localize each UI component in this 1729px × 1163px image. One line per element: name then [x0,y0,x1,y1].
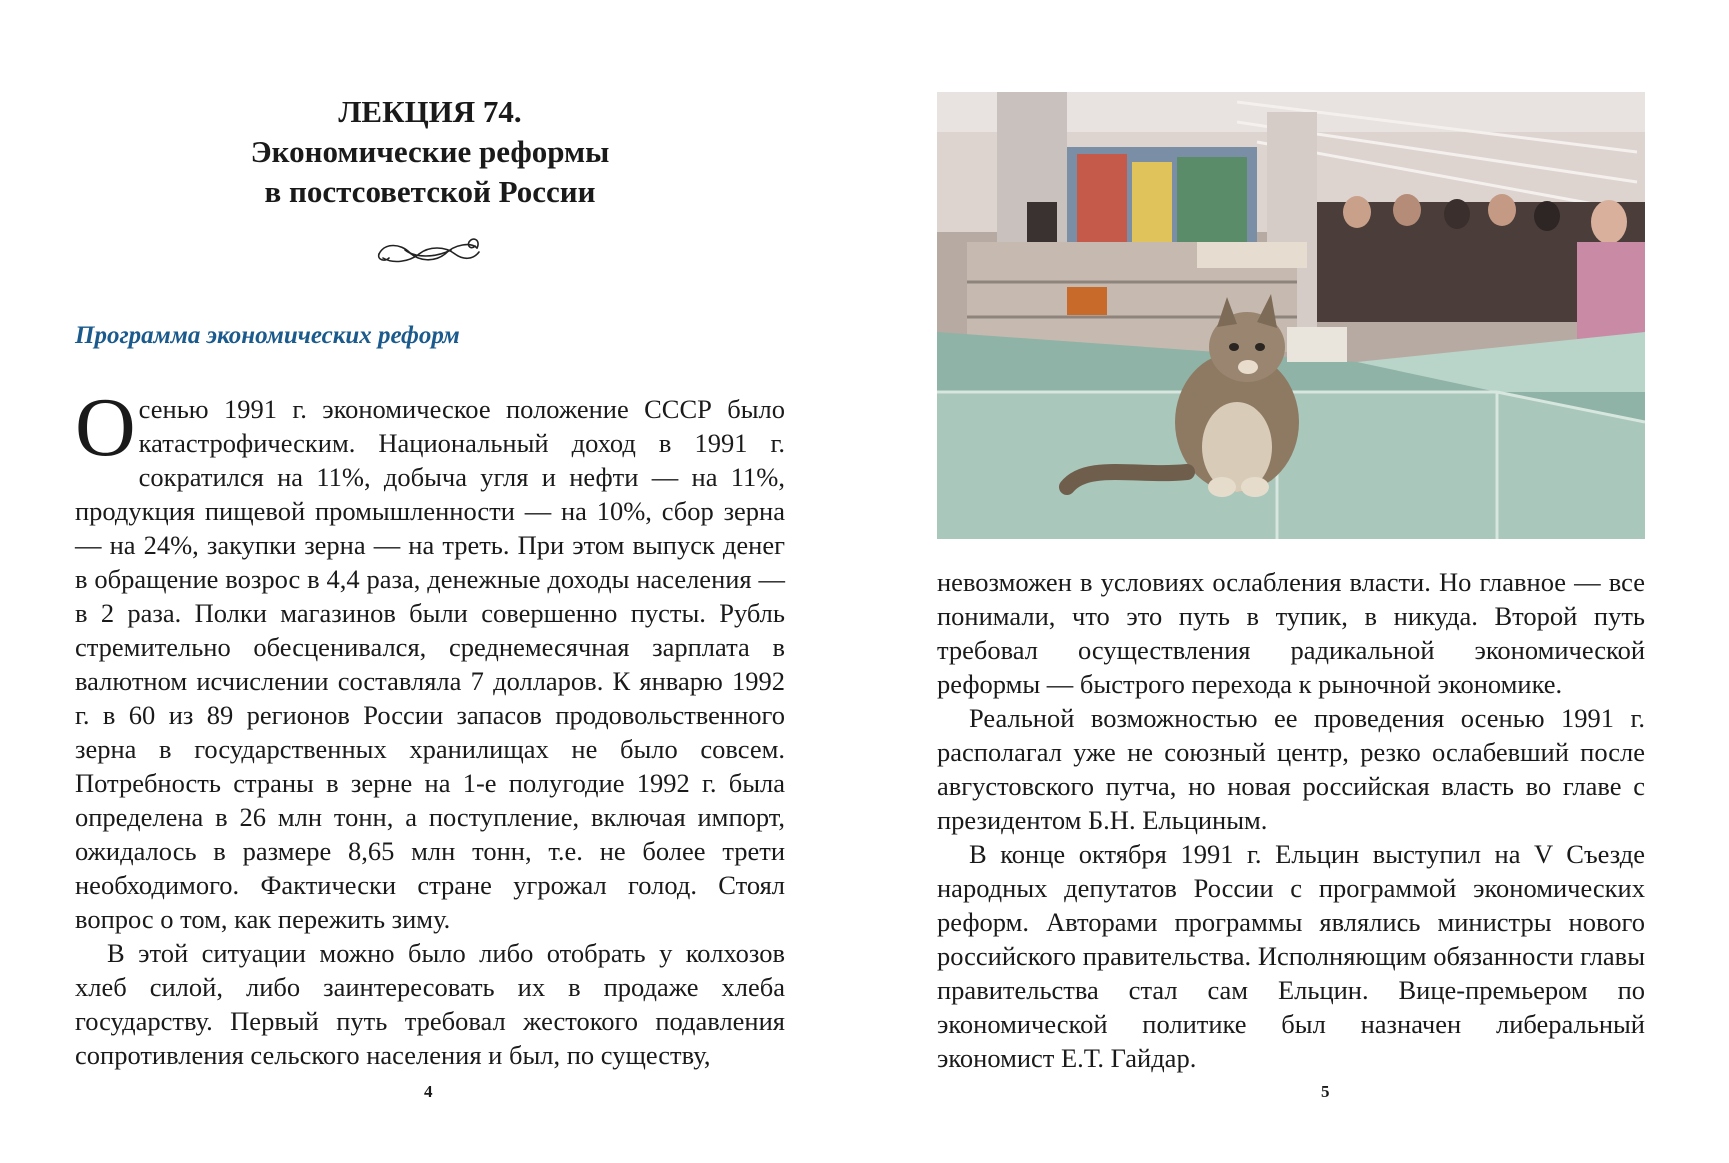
left-page [0,0,864,1163]
flourish-ornament-icon [375,232,483,272]
paragraph-text: сенью 1991 г. экономическое положение СССР было катастрофическим. Национальный доход в 1991 г. сократился на 11%, добыча угля и нефти — на 11%, продукция пищевой промышленности — на 10%, сбор зерна — на 24%, закупки зерна — на треть. При этом выпуск денег в обращение возрос в 4,4 раза, денежные доходы населения — в 2 раза. Полки магазинов были совершенно пусты. Рубль стремительно обесценивался, среднемесячная зарплата в валютном исчислении составляла 7 долларов. К январю 1992 г. в 60 из 89 регионов России запасов продовольственного зерна в государственных хранилищах не было совсем. Потребность страны в зерне на 1-е полугодие 1992 г. была определена в 26 млн тонн, а поступление, включая импорт, ожидалось в размере 8,65 млн тонн, т.е. не более трети необходимого. Фактически стране угрожал голод. Стоял вопрос о том, как пережить зиму. [75,394,785,934]
paragraph: В этой ситуации можно было либо отобрать у колхозов хлеб силой, либо заинтересовать их в продаже хлеба государству. Первый путь требовал жестокого подавления сопротивления сельского населения и был, по существу, [75,938,785,1070]
paragraph: В конце октября 1991 г. Ельцин выступил на V Съезде народных депутатов России с программой экономических реформ. Авторами программы являлись министры нового российского правительства. Исполняющим обязанности главы правительства стал сам Ельцин. Вице-премьером по экономической политике был назначен либеральный экономист Е.Т. Гайдар. [937,839,1645,1073]
paragraph [75,381,785,936]
title-line-sub: в постсоветской России [264,174,596,209]
page-number: 5 [1321,1082,1330,1101]
left-body-text [75,381,785,1072]
page-number: 4 [424,1082,433,1101]
title-line-main: Экономические реформы [250,134,610,169]
store-cat-photo [937,92,1645,539]
title-line-number: ЛЕКЦИЯ 74. [338,94,522,129]
paragraph: невозможен в условиях ослабления власти. Но главное — все понимали, что это путь в тупик, в никуда. Второй путь требовал осуществления радикальной экономической реформы — быстрого перехода к рыночной экономике. [937,567,1645,699]
lecture-title [75,92,785,212]
paragraph: Реальной возможностью ее проведения осенью 1991 г. располагал уже не союзный центр, резко ослабевший после августовского путча, но новая российская власть во главе с президентом Б.Н. Ельциным. [937,703,1645,835]
drop-cap: О [75,381,136,474]
photo-illustration [937,92,1645,539]
right-page [864,0,1729,1163]
section-heading: Программа экономических реформ [75,322,460,349]
right-body-text [937,565,1645,1075]
